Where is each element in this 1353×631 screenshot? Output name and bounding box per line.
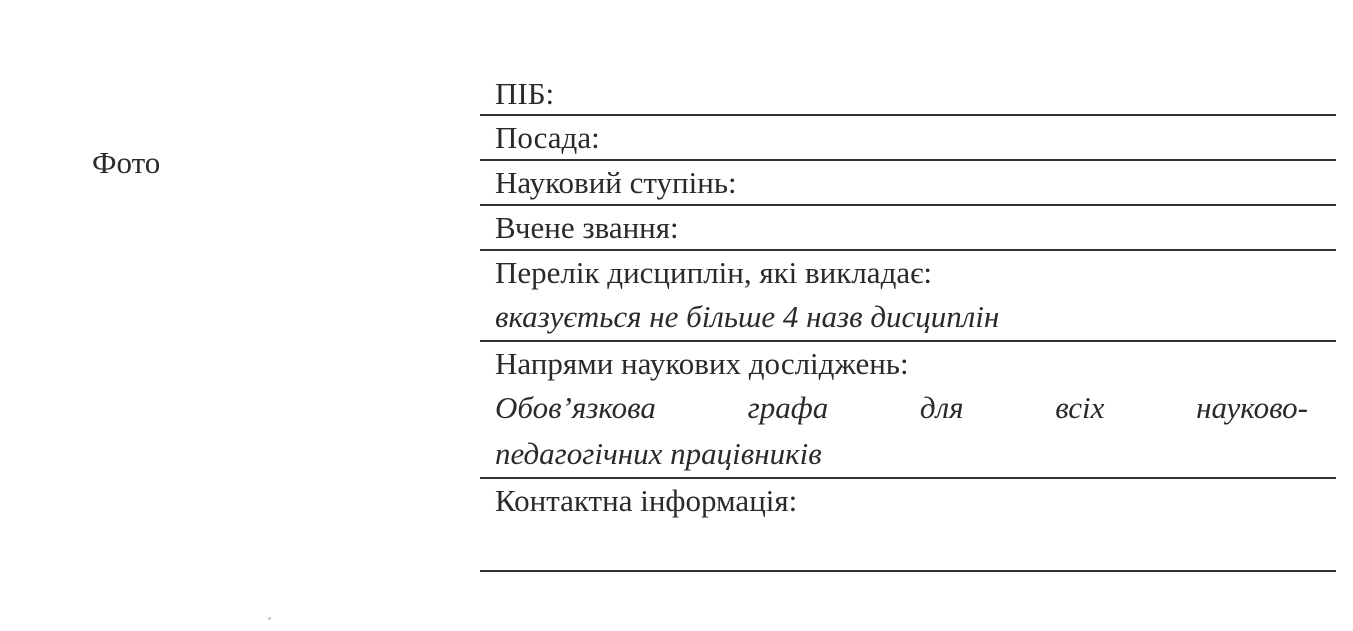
research-note-word: всіх [1055,390,1105,425]
field-contact-label: Контактна інформація: [495,483,798,518]
research-note-word: науково- [1196,390,1308,425]
field-disciplines-row [480,251,1336,342]
field-research-row [480,342,1336,479]
field-disciplines-note: вказується не більше 4 назв дисциплін [495,299,1000,334]
field-degree-label: Науковий ступінь: [495,165,737,200]
field-disciplines-label: Перелік дисциплін, які викладає: [495,255,933,290]
field-contact-row [480,479,1336,572]
field-name-row [480,72,1336,116]
field-position-row [480,116,1336,161]
field-research-note-line2: педагогічних працівників [495,436,822,471]
field-research-label: Напрями наукових досліджень: [495,346,909,381]
field-degree-row [480,161,1336,206]
field-position-label: Посада: [495,120,600,155]
field-title-row [480,206,1336,251]
scan-speck [268,617,271,620]
field-name-label: ПІБ: [495,76,555,111]
field-research-note-line1 [495,385,1308,431]
photo-placeholder-label: Фото [92,145,161,180]
research-note-word: для [919,390,964,425]
profile-form [480,72,1336,572]
research-note-word: графа [747,390,829,425]
research-note-word: Обов’язкова [495,390,656,425]
field-title-label: Вчене звання: [495,210,679,245]
